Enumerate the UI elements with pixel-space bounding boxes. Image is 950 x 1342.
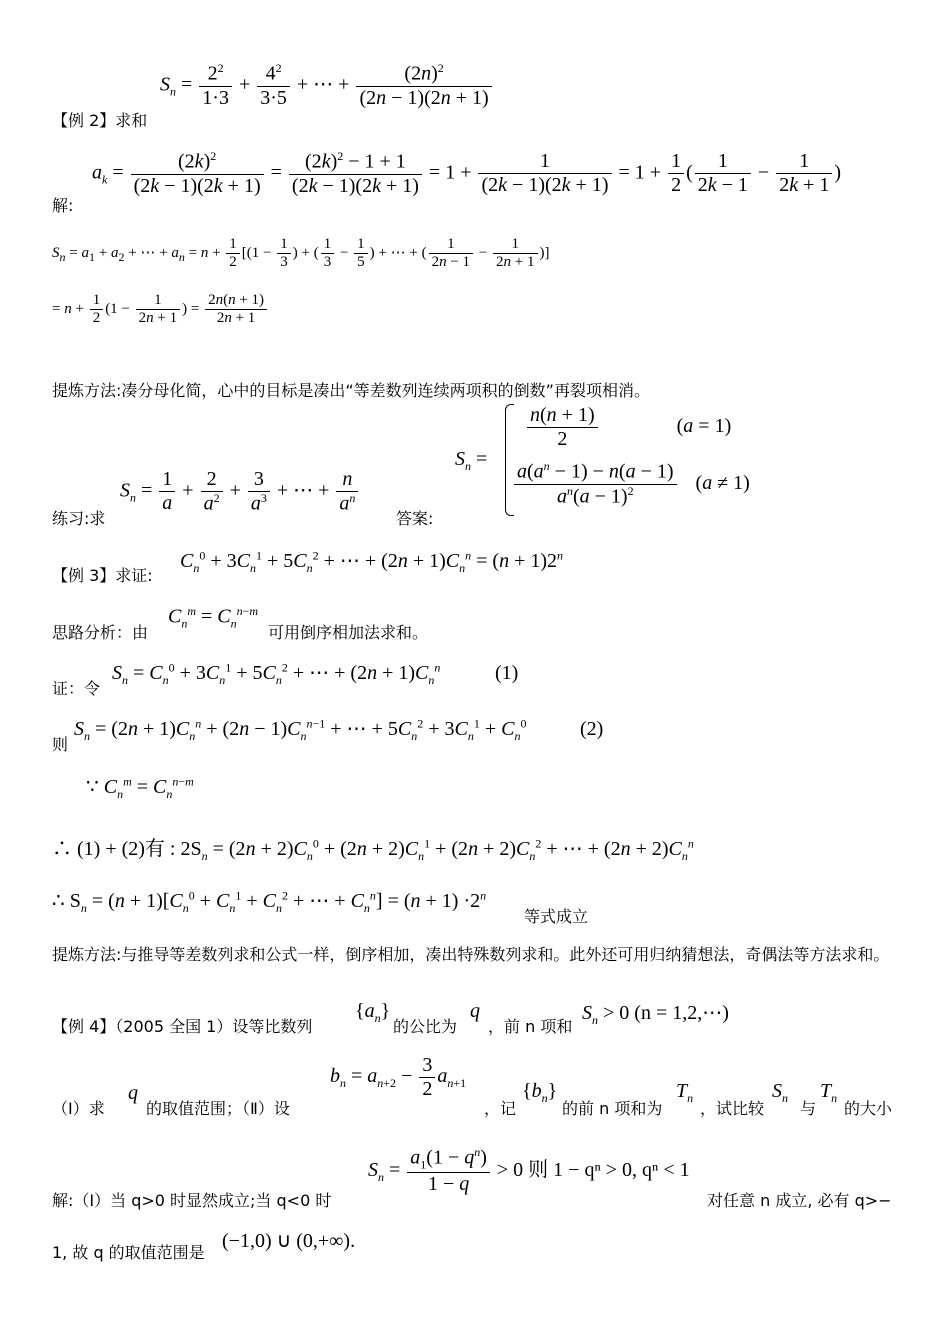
- ex3-label: 【例 3】求证:: [52, 566, 153, 585]
- ex4-range: (−1,0) ∪ (0,+∞).: [222, 1230, 356, 1252]
- ex4-part2b: 的前 n 项和为: [562, 1099, 663, 1118]
- ex3-result-suffix: 等式成立: [524, 907, 589, 926]
- ex4-sum-text: ，前 n 项和: [488, 1017, 573, 1036]
- ex4-sol-end: 1, 故 q 的取值范围是: [52, 1243, 205, 1262]
- practice-answer-label: 答案:: [396, 509, 434, 528]
- ex3-analysis-suffix: 可用倒序相加法求和。: [268, 623, 429, 642]
- ex3-analysis-prefix: 思路分析：由: [52, 623, 149, 642]
- ex4-label: 【例 4】: [52, 1017, 116, 1036]
- ex4-sol-prefix: 解:（Ⅰ）当 q>0 时显然成立;当 q<0 时: [52, 1191, 332, 1210]
- ex3-eq2: $S_n = (2n + 1)C_n^n + (2n - 1)C_n^{n-1}$ + ⋯ + $5C_n^2 + 3C_n^1 + C_n^0$: [74, 716, 527, 743]
- ex4-sol-formula: $S_n$ = $\frac{a_1(1 - q^n)}{1 - q}$ > 0 则 1 − qⁿ > 0, qⁿ < 1: [368, 1145, 690, 1196]
- ex4-tn1: $T_n$: [676, 1080, 694, 1105]
- ex3-formula: $C_n^0 + 3C_n^1 + 5C_n^2$ + ⋯ + $(2n + 1)C_n^n = (n + 1)2^n$: [180, 548, 564, 575]
- ex3-eq2-number: (2): [580, 718, 604, 740]
- ex4-tn2: $T_n$: [820, 1080, 838, 1105]
- ex3-sum-line: ∴ (1) + (2)有 : $2S_n = (2n + 2)C_n^0 + (2n + 2)C_n^1 + (2n + 2)C_n^2$ + ⋯ + $(2n + 2)C_n^n$: [52, 836, 694, 863]
- ex2-sol-label: 解:: [52, 196, 74, 215]
- ex4-bn-def: $b_n = a_{n+2}$ − $\frac{3}{2}$ $a_{n+1}$: [330, 1054, 467, 1100]
- ex3-then-label: 则: [52, 735, 69, 754]
- ex4-seq-an: $\{a_n\}$: [355, 1000, 391, 1025]
- ex4-seq-bn: $\{b_n\}$: [522, 1080, 558, 1105]
- ex4-ratio-text: 的公比为: [393, 1017, 458, 1036]
- ex3-because: ∵ $C_n^m = C_n^{n-m}$: [86, 774, 194, 801]
- ex4-part1: （Ⅰ）求: [52, 1099, 105, 1118]
- ex4-q1: q: [470, 1000, 480, 1022]
- ex4-part2c: ，试比较: [700, 1099, 765, 1118]
- ex4-source: （2005 全国 1）设等比数列: [115, 1017, 313, 1036]
- ex3-eq1: $S_n = C_n^0 + 3C_n^1 + 5C_n^2$ + ⋯ + $(2n + 1)C_n^n$: [112, 660, 441, 687]
- ex4-part2e: 的大小: [844, 1099, 893, 1118]
- ex4-part1b: 的取值范围；（Ⅱ）设: [146, 1099, 290, 1118]
- ex2-method: 提炼方法:凑分母化简，心中的目标是凑出“等差数列连续两项积的倒数”再裂项相消。: [52, 381, 650, 400]
- ex3-analysis-formula: $C_n^m = C_n^{n-m}$: [168, 604, 259, 631]
- ex3-method: 提炼方法:与推导等差数列求和公式一样，倒序相加，凑出特殊数列求和。此外还可用归纳猜想法，奇偶法等方法求和。: [52, 945, 890, 964]
- practice-case1: $\frac{n(n + 1)}{2}$ (a = 1): [525, 404, 731, 451]
- practice-case2: $\frac{a(a^n - 1) - n(a - 1)}{a^n(a - 1)^2}$ (a ≠ 1): [512, 460, 750, 508]
- ex4-sn: $S_n$: [772, 1080, 788, 1105]
- ex3-eq1-number: (1): [495, 662, 519, 684]
- practice-label: 练习:求: [52, 509, 106, 528]
- ex2-step1: $a_k$ = $\frac{(2k)^2}{(2k - 1)(2k + 1)}$ = $\frac{(2k)^2 - 1 + 1}{(2k - 1)(2k + 1)}$ = 1 + $\frac{1}{(2k - 1)(2k + 1)}$ = 1 + $\frac{1}{2}$ ( $\frac{1}{2k - 1}$ − $\frac{1}{2k + 1}$ ): [92, 149, 842, 197]
- ex4-q2: q: [128, 1082, 138, 1104]
- ex4-sol-suffix: 对任意 n 成立, 必有 q>−: [707, 1191, 892, 1210]
- ex4-part2: ，记: [484, 1099, 517, 1118]
- ex2-step2: $S_n = a_1 + a_2$ + ⋯ + $a_n = n$ + $\frac{1}{2}$ [(1 − $\frac{1}{3}$ ) + ( $\frac{1}{3}$ − $\frac{1}{5}$ ) + ⋯ + ( $\frac{1}{2n - 1}$ − $\frac{1}{2n + 1}$ )]: [52, 236, 550, 271]
- practice-answer-lhs: $S_n$ =: [455, 448, 488, 473]
- ex2-step3: = n + $\frac{1}{2}$ (1 − $\frac{1}{2n + 1}$ ) = $\frac{2n(n + 1)}{2n + 1}$: [52, 292, 269, 328]
- ex4-cond: $S_n > 0$ (n = 1,2,⋯): [582, 1002, 729, 1027]
- ex2-formula: $S_n$ = $\frac{2^2}{1\cdot 3}$ + $\frac{4^2}{3\cdot 5}$ + ⋯ + $\frac{(2n)^2}{(2n - 1)(2n + 1)}$: [160, 62, 494, 110]
- ex3-result-line: ∴ $S_n = (n + 1)[C_n^0 + C_n^1 + C_n^2$ + ⋯ + $C_n^n] = (n + 1) \cdot 2^n$: [52, 888, 487, 915]
- ex4-part2d: 与: [800, 1099, 817, 1118]
- ex4-line1: [52, 1014, 312, 1037]
- ex3-proof-label: 证：令: [52, 679, 101, 698]
- ex2-label: 【例 2】求和: [52, 111, 148, 130]
- practice-formula: $S_n$ = $\frac{1}{a}$ + $\frac{2}{a^2}$ + $\frac{3}{a^3}$ + ⋯ + $\frac{n}{a^n}$: [120, 468, 360, 516]
